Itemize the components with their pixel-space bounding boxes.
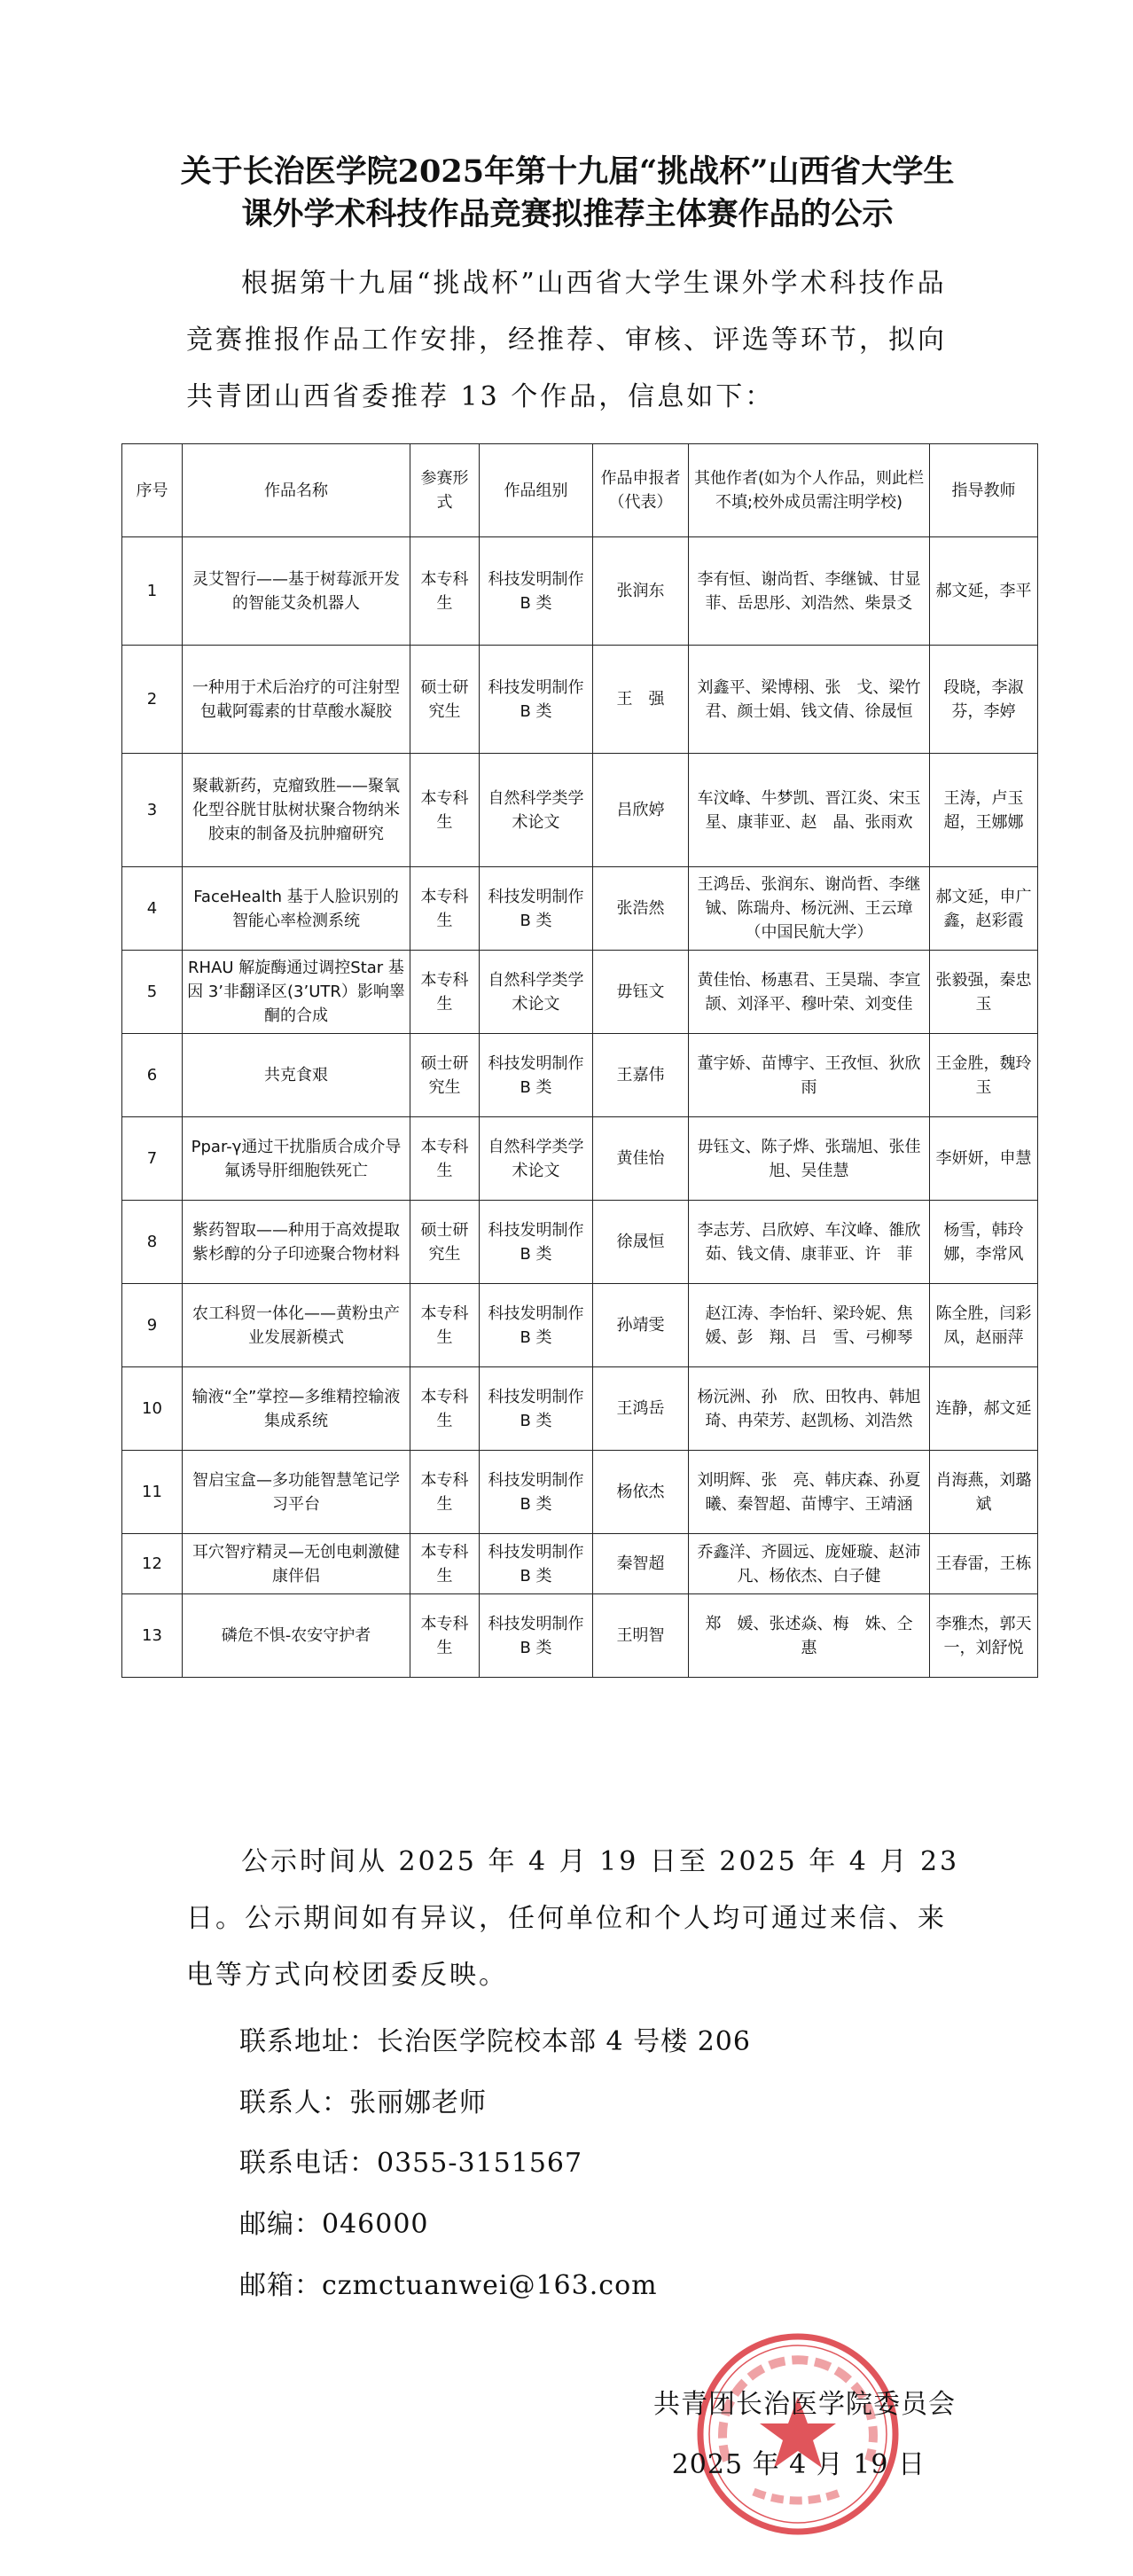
cell-applicant: 王鸿岳 [593,1367,689,1451]
cell-applicant: 张浩然 [593,867,689,951]
cell-teacher: 郝文延，李平 [930,537,1038,646]
signature-date: 2025 年 4 月 19 日 [671,2449,926,2480]
cell-others: 李有恒、谢尚哲、李继铖、甘显菲、岳思彤、刘浩然、柴景爻 [689,537,930,646]
cell-form: 本专科生 [410,1284,480,1367]
cell-applicant: 王明智 [593,1594,689,1678]
header-group: 作品组别 [480,444,593,537]
cell-others: 刘明辉、张 亮、韩庆森、孙夏曦、秦智超、苗博宇、王靖涵 [689,1451,930,1534]
cell-name: 输液“全”掌控—多维精控输液集成系统 [183,1367,410,1451]
cell-name: 智启宝盒—多功能智慧笔记学习平台 [183,1451,410,1534]
table-row [122,1201,1038,1284]
contact-postcode: 邮编：046000 [239,2209,429,2240]
cell-group: 自然科学类学术论文 [480,754,593,867]
contact-address: 联系地址：长治医学院校本部 4 号楼 206 [239,2026,751,2057]
table-row [122,867,1038,951]
cell-others: 刘鑫平、梁博栩、张 戈、梁竹君、颜士娟、钱文倩、徐晟恒 [689,646,930,754]
table-row [122,951,1038,1034]
cell-applicant: 吕欣婷 [593,754,689,867]
cell-name: FaceHealth 基于人脸识别的智能心率检测系统 [183,867,410,951]
cell-teacher: 肖海燕，刘璐斌 [930,1451,1038,1534]
header-teacher: 指导教师 [930,444,1038,537]
cell-others: 车汶峰、牛梦凯、晋江炎、宋玉星、康菲亚、赵 晶、张雨欢 [689,754,930,867]
cell-name: RHAU 解旋酶通过调控Star 基因 3’非翻译区(3’UTR）影响睾酮的合成 [183,951,410,1034]
cell-name: 紫药智取——种用于高效提取紫杉醇的分子印迹聚合物材料 [183,1201,410,1284]
cell-no: 1 [122,537,183,646]
cell-form: 本专科生 [410,1594,480,1678]
cell-teacher: 张毅强，秦忠玉 [930,951,1038,1034]
cell-teacher: 王金胜，魏玲玉 [930,1034,1038,1117]
cell-form: 本专科生 [410,867,480,951]
cell-teacher: 李雅杰，郭天一，刘舒悦 [930,1594,1038,1678]
cell-form: 硕士研究生 [410,1201,480,1284]
header-name: 作品名称 [183,444,410,537]
cell-group: 自然科学类学术论文 [480,1117,593,1201]
cell-form: 硕士研究生 [410,646,480,754]
cell-teacher: 杨雪，韩玲娜，李常风 [930,1201,1038,1284]
contact-phone: 联系电话：0355-3151567 [239,2148,583,2179]
official-seal-icon [692,2328,904,2541]
cell-no: 11 [122,1451,183,1534]
cell-form: 硕士研究生 [410,1034,480,1117]
header-form: 参赛形式 [410,444,480,537]
cell-others: 王鸿岳、张润东、谢尚哲、李继铖、陈瑞舟、杨沅洲、王云璋（中国民航大学） [689,867,930,951]
cell-teacher: 连静，郝文延 [930,1367,1038,1451]
cell-no: 4 [122,867,183,951]
cell-others: 李志芳、吕欣婷、车汶峰、雒欣茹、钱文倩、康菲亚、许 菲 [689,1201,930,1284]
cell-applicant: 黄佳怡 [593,1117,689,1201]
cell-applicant: 张润东 [593,537,689,646]
cell-applicant: 杨依杰 [593,1451,689,1534]
cell-name: 灵艾智行——基于树莓派开发的智能艾灸机器人 [183,537,410,646]
cell-form: 本专科生 [410,1367,480,1451]
cell-teacher: 陈全胜，闫彩凤，赵丽萍 [930,1284,1038,1367]
cell-no: 5 [122,951,183,1034]
cell-group: 科技发明制作 B 类 [480,867,593,951]
table-row [122,1534,1038,1594]
cell-others: 毋钰文、陈子烨、张瑞旭、张佳旭、吴佳慧 [689,1117,930,1201]
cell-no: 13 [122,1594,183,1678]
cell-group: 科技发明制作 B 类 [480,537,593,646]
cell-no: 3 [122,754,183,867]
works-table [121,443,1038,1678]
cell-no: 8 [122,1201,183,1284]
cell-others: 黄佳怡、杨惠君、王昊瑞、李宣颉、刘泽平、穆叶荣、刘变佳 [689,951,930,1034]
cell-form: 本专科生 [410,1117,480,1201]
cell-teacher: 郝文延，申广鑫，赵彩霞 [930,867,1038,951]
header-others: 其他作者(如为个人作品，则此栏不填;校外成员需注明学校) [689,444,930,537]
table-row [122,646,1038,754]
cell-group: 科技发明制作 B 类 [480,1034,593,1117]
cell-others: 赵江涛、李怡轩、梁玲妮、焦 媛、彭 翔、吕 雪、弓柳琴 [689,1284,930,1367]
cell-name: 共克食艰 [183,1034,410,1117]
table-row [122,1117,1038,1201]
table-row [122,1367,1038,1451]
cell-no: 6 [122,1034,183,1117]
cell-others: 郑 媛、张述焱、梅 姝、仝 惠 [689,1594,930,1678]
table-row [122,1034,1038,1117]
cell-group: 科技发明制作 B 类 [480,1451,593,1534]
notice-paragraph [186,1834,973,2004]
cell-applicant: 王嘉伟 [593,1034,689,1117]
cell-applicant: 毋钰文 [593,951,689,1034]
cell-no: 2 [122,646,183,754]
table-row [122,1594,1038,1678]
intro-paragraph [186,255,973,426]
cell-group: 科技发明制作 B 类 [480,646,593,754]
cell-applicant: 秦智超 [593,1534,689,1594]
cell-name: 农工科贸一体化——黄粉虫产业发展新模式 [183,1284,410,1367]
cell-teacher: 李妍妍，申慧 [930,1117,1038,1201]
cell-form: 本专科生 [410,951,480,1034]
table-header-row [122,444,1038,537]
table-row [122,754,1038,867]
cell-name: 聚載新药，克瘤致胜——聚氧化型谷胱甘肽树状聚合物纳米胶束的制备及抗肿瘤研究 [183,754,410,867]
cell-no: 9 [122,1284,183,1367]
cell-teacher: 王涛，卢玉超，王娜娜 [930,754,1038,867]
cell-group: 科技发明制作 B 类 [480,1594,593,1678]
cell-form: 本专科生 [410,1451,480,1534]
signature-organization: 共青团长治医学院委员会 [653,2389,956,2420]
cell-group: 科技发明制作 B 类 [480,1284,593,1367]
cell-applicant: 徐晟恒 [593,1201,689,1284]
cell-group: 科技发明制作 B 类 [480,1367,593,1451]
header-applicant: 作品申报者（代表） [593,444,689,537]
cell-teacher: 段晓，李淑芬，李婷 [930,646,1038,754]
cell-teacher: 王春雷，王栋 [930,1534,1038,1594]
intro-text: 根据第十九届“挑战杯”山西省大学生课外学术科技作品竞赛推报作品工作安排，经推荐、审核、评选等环节，拟向共青团山西省委推荐 13 个作品，信息如下： [186,268,947,412]
cell-others: 乔鑫洋、齐圆远、庞娅璇、赵沛凡、杨依杰、白子健 [689,1534,930,1594]
cell-name: 一种用于术后治疗的可注射型包載阿霉素的甘草酸水凝胶 [183,646,410,754]
cell-others: 杨沅洲、孙 欣、田牧冉、韩旭琦、冉荣芳、赵凯杨、刘浩然 [689,1367,930,1451]
header-no: 序号 [122,444,183,537]
cell-no: 7 [122,1117,183,1201]
document-title: 关于长治医学院2025年第十九届“挑战杯”山西省大学生课外学术科技作品竞赛拟推荐主体赛作品的公示 [180,153,955,232]
cell-name: Ppar-γ通过干扰脂质合成介导氟诱导肝细胞铁死亡 [183,1117,410,1201]
cell-group: 科技发明制作 B 类 [480,1534,593,1594]
cell-no: 12 [122,1534,183,1594]
cell-name: 磷危不惧-农安守护者 [183,1594,410,1678]
cell-form: 本专科生 [410,754,480,867]
contact-person: 联系人：张丽娜老师 [239,2087,487,2118]
cell-group: 科技发明制作 B 类 [480,1201,593,1284]
cell-no: 10 [122,1367,183,1451]
table-row [122,1284,1038,1367]
cell-name: 耳穴智疗精灵—无创电刺激健康伴侣 [183,1534,410,1594]
cell-form: 本专科生 [410,537,480,646]
cell-others: 董宇娇、苗博宇、王孜恒、狄欣雨 [689,1034,930,1117]
table-row [122,537,1038,646]
contact-email: 邮箱：czmctuanwei@163.com [239,2270,658,2301]
table-body [122,537,1038,1678]
cell-group: 自然科学类学术论文 [480,951,593,1034]
notice-text: 公示时间从 2025 年 4 月 19 日至 2025 年 4 月 23 日。公示期间如有异议，任何单位和个人均可通过来信、来电等方式向校团委反映。 [186,1846,960,1991]
table-row [122,1451,1038,1534]
cell-applicant: 王 强 [593,646,689,754]
cell-applicant: 孙靖雯 [593,1284,689,1367]
cell-form: 本专科生 [410,1534,480,1594]
